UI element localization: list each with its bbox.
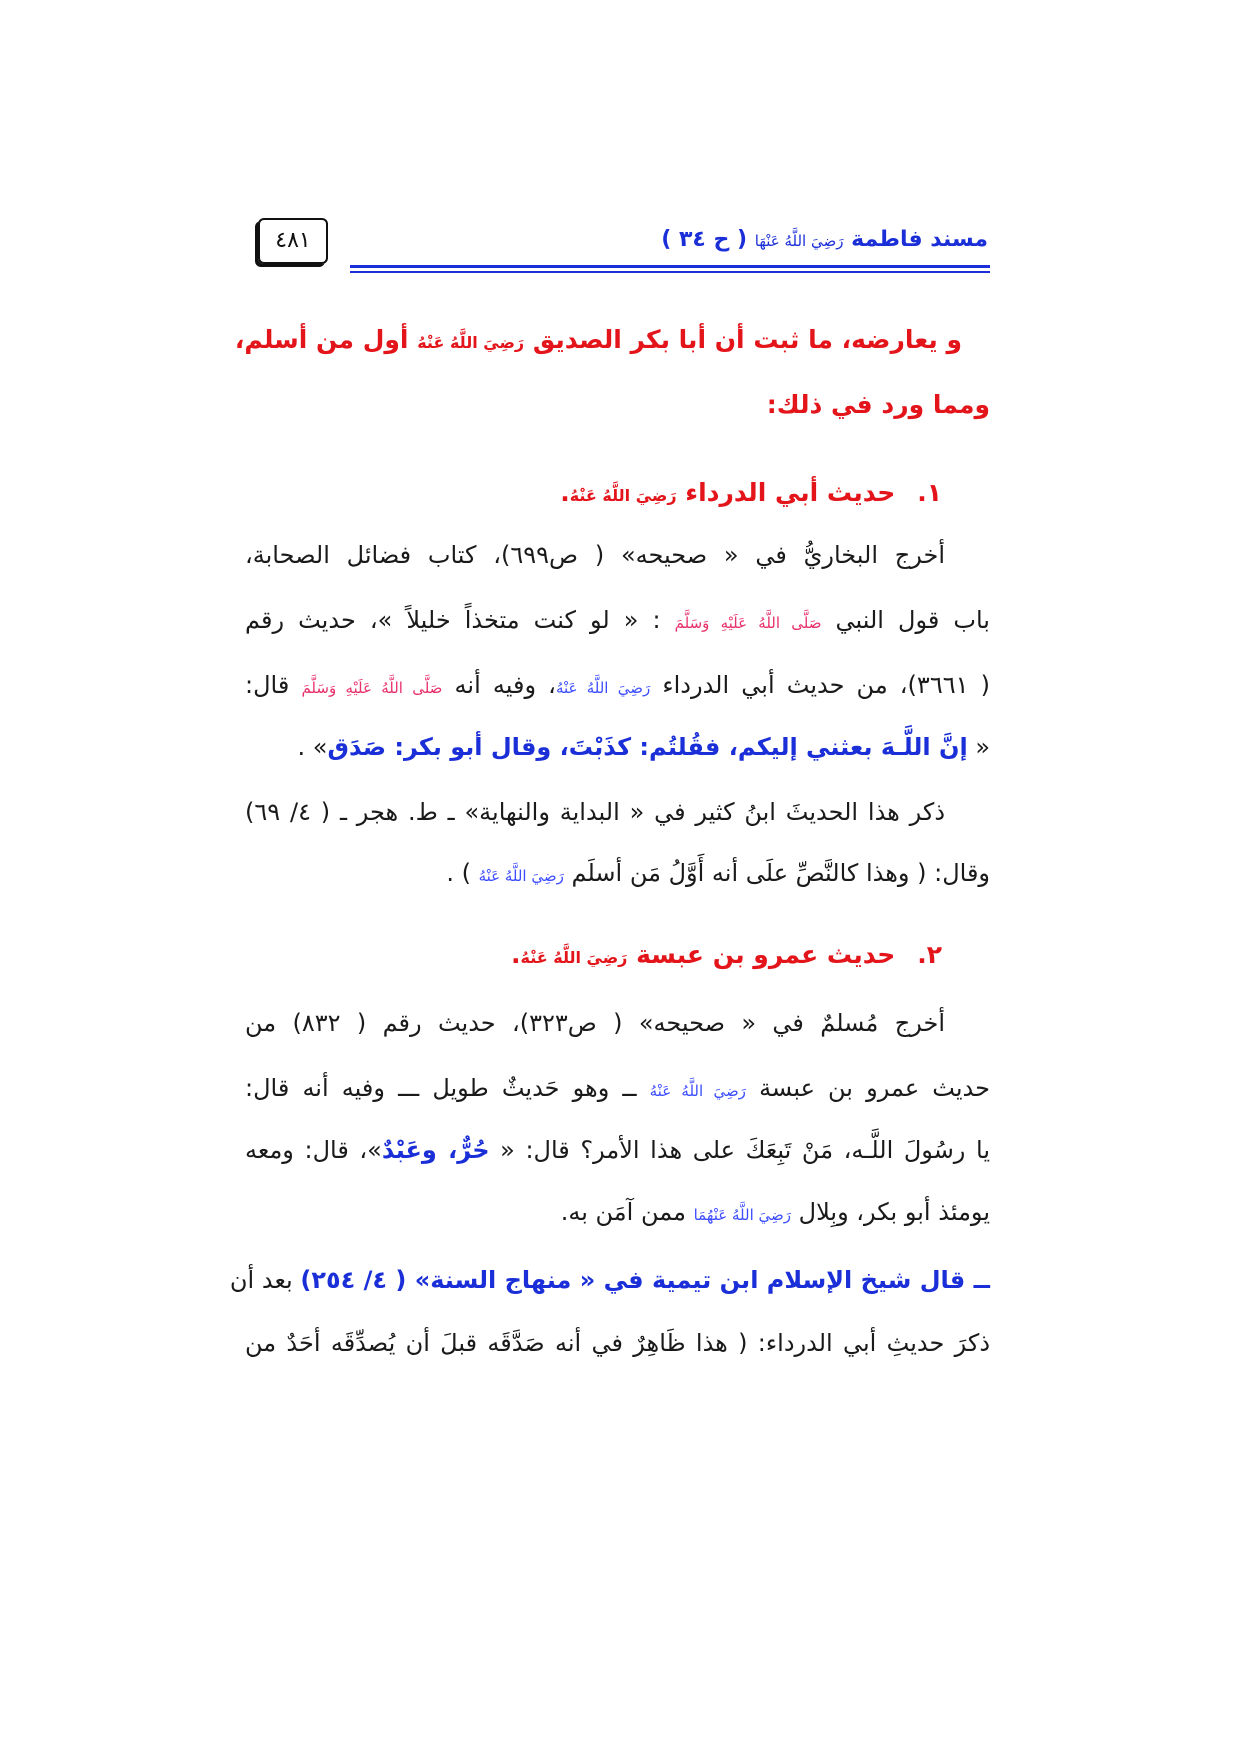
citation-text: ــ قال شيخ الإسلام ابن تيمية في « منهاج السنة» ( ٤/ ٢٥٤) [300,1266,990,1294]
body-text: أخرج البخاريُّ في « صحيحه» ( ص٦٩٩)، كتاب فضائل الصحابة، [245,541,946,569]
body-text: ( ٣٦٦١)، من حديث أبي الدرداء [662,671,990,699]
hadith-quote: حُرٌّ، وعَبْدٌ [381,1136,490,1164]
section-2-line-4 [245,1190,990,1234]
body-text: : « لو كنت متخذاً خليلاً »، حديث رقم [245,606,661,634]
section-number: ١. [917,478,942,507]
section-2-line-2 [245,1066,990,1110]
body-text: ) . [446,859,479,887]
page-number: ٤٨١ [258,218,328,264]
body-text: ذكر هذا الحديثَ ابنُ كثير في « البداية والنهاية» ـ ط. هجر ـ ( ٤/ ٦٩) [245,798,945,826]
header-honorific: رَضِيَ اللَّهُ عَنْهَا [754,232,844,250]
section-title: حديث عمرو بن عبسة [636,940,896,969]
section-1-line-5 [245,790,945,834]
body-text: يومئذ أبو بكر، وبِلال [798,1198,990,1226]
section-2-line-3 [245,1128,990,1172]
section-1-line-6 [245,851,990,895]
heading-period: . [560,478,570,507]
section-2-heading [511,933,942,977]
heading-period: . [511,940,521,969]
intro-text: أول من أسلم، [234,325,409,354]
body-text: وقال: ( وهذا كالنَّصِّ علَى أنه أَوَّلُ مَن أسلَم [571,859,990,887]
header-rule-bottom [350,271,990,273]
body-text: يا رسُولَ اللَّـه، مَنْ تَبِعَكَ على هذا الأمر؟ قال: « [489,1136,991,1164]
honorific: رَضِيَ اللَّهُ عَنْهُ [520,948,628,967]
honorific: رَضِيَ اللَّهُ عَنْهُ [649,1082,746,1100]
body-text: قال: [245,671,290,699]
quote-mark: « [967,733,990,761]
quote-mark: » . [297,733,328,761]
honorific: رَضِيَ اللَّهُ عَنْهُمَا [693,1206,791,1224]
honorific: صَلَّى اللَّهُ عَلَيْهِ وَسَلَّمَ [674,614,822,632]
intro-text: و يعارضه، ما ثبت أن أبا بكر الصديق [532,325,962,354]
intro-line-2 [245,383,990,427]
header-rule-top [350,265,990,268]
section-title: حديث أبي الدرداء [685,478,896,507]
body-text: »، قال: ومعه [245,1136,382,1164]
section-number: ٢. [917,940,942,969]
body-text: ذكرَ حديثِ أبي الدرداء: ( هذا ظَاهِرٌ في أنه صَدَّقَه قبلَ أن يُصدِّقَه أحَدٌ من [245,1329,990,1357]
body-text: ــ وهو حَديثٌ طويل ـــ وفيه أنه قال: [245,1074,637,1102]
section-1-heading [560,471,942,515]
section-2-line-1 [245,1001,945,1045]
section-3-line-1 [229,1258,990,1302]
body-text: أخرج مُسلمٌ في « صحيحه» ( ص٣٢٣)، حديث رقم ( ٨٣٢) من [245,1009,946,1037]
body-text: بعد أن [229,1266,293,1294]
body-text: حديث عمرو بن عبسة [759,1074,990,1102]
body-text: ، وفيه أنه [454,671,556,699]
hadith-quote: إنَّ اللَّـهَ بعثني إليكم، فقُلتُم: كذَبْتَ، وقال أبو بكر: صَدَق [327,733,968,761]
intro-line-1 [234,318,962,362]
running-header [661,218,988,262]
section-1-line-2 [245,598,990,642]
section-1-line-1 [245,533,945,577]
body-text: ممن آمَن به. [560,1198,686,1226]
honorific: رَضِيَ اللَّهُ عَنْهُ [478,867,564,885]
honorific: رَضِيَ اللَّهُ عَنْهُ [569,486,677,505]
intro-text: ومما ورد في ذلك: [766,390,990,419]
header-title: مسند فاطمة [851,227,988,252]
header-ref: ( ح ٣٤ ) [661,227,748,252]
section-1-line-3 [245,663,990,707]
honorific: رَضِيَ اللَّهُ عَنْهُ [555,679,651,697]
section-1-line-4 [245,725,990,769]
honorific: رَضِيَ اللَّهُ عَنْهُ [417,333,525,352]
section-3-line-2 [245,1321,990,1365]
body-text: باب قول النبي [835,606,990,634]
honorific: صَلَّى اللَّهُ عَلَيْهِ وَسَلَّمَ [301,679,443,697]
